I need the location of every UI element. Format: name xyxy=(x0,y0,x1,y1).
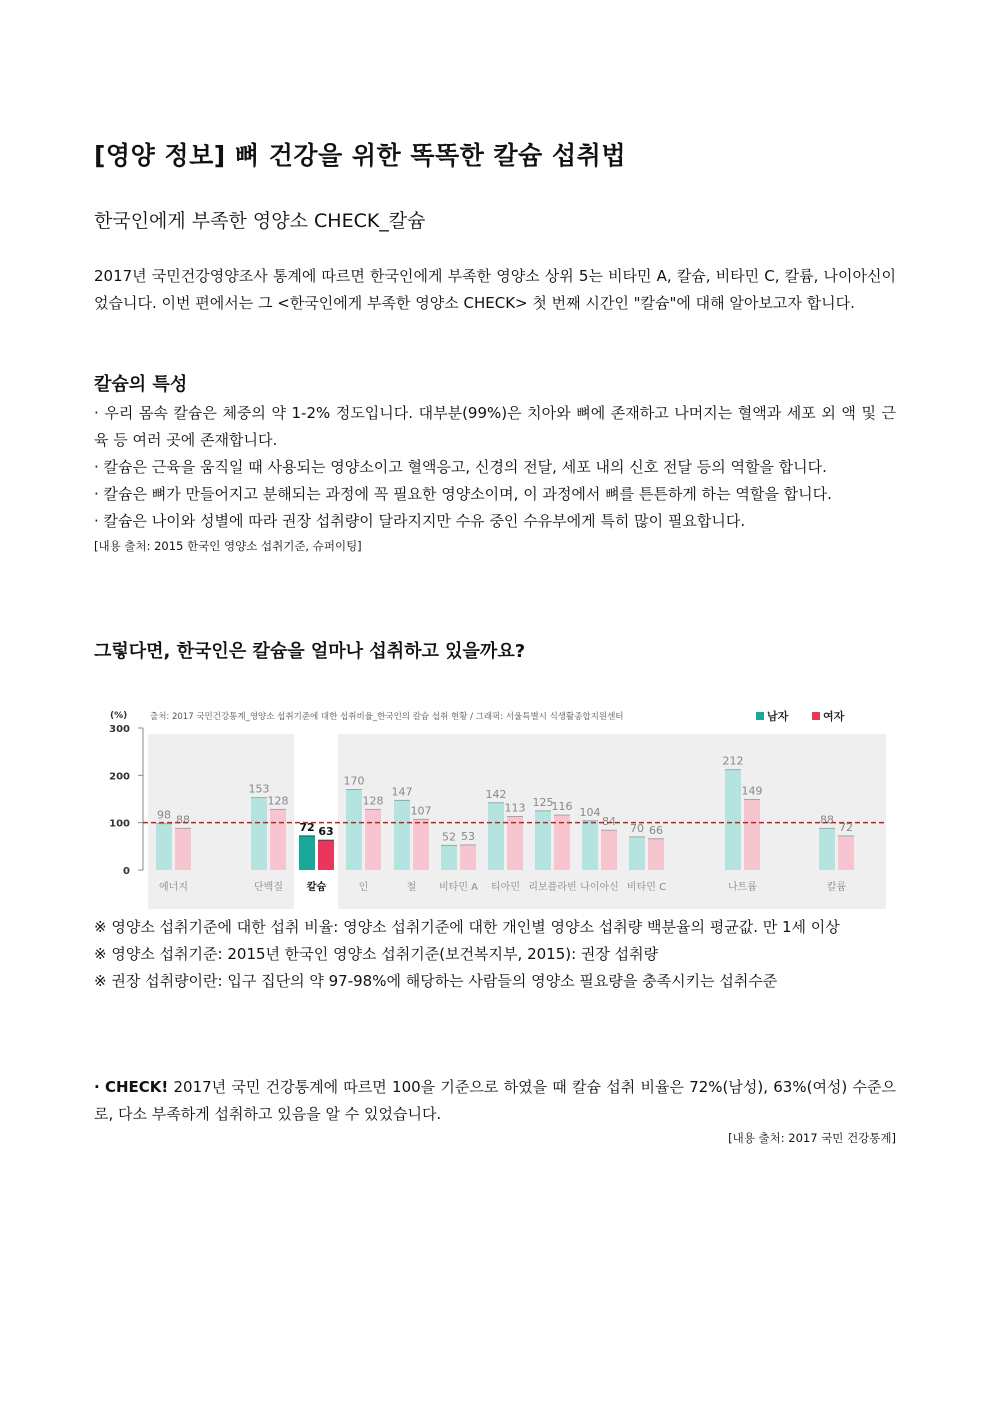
bar-male xyxy=(819,828,835,870)
data-label: 84 xyxy=(602,815,616,829)
x-tick-label: 비타민 A xyxy=(439,882,478,893)
bar-female xyxy=(175,828,191,870)
data-label: 88 xyxy=(820,813,834,827)
bar-male xyxy=(488,803,504,870)
source-note: [내용 출처: 2015 한국인 영양소 섭취기준, 슈퍼이팅] xyxy=(94,539,362,553)
chart-notes xyxy=(94,914,896,995)
data-label: 52 xyxy=(442,830,456,844)
data-label: 113 xyxy=(504,801,526,815)
legend-swatch-male xyxy=(756,712,764,720)
data-label: 147 xyxy=(391,785,413,799)
y-tick-label: 0 xyxy=(123,866,130,877)
data-label: 88 xyxy=(176,813,190,827)
data-label: 70 xyxy=(630,821,644,835)
data-label: 116 xyxy=(551,800,573,814)
page-title: [영양 정보] 뼈 건강을 위한 똑똑한 칼슘 섭취법 xyxy=(94,141,626,170)
intake-bar-chart xyxy=(94,700,896,912)
intro-paragraph: 2017년 국민건강영양조사 통계에 따르면 한국인에게 부족한 영양소 상위 5는 비타민 A, 칼슘, 비타민 C, 칼륨, 나이아신이었습니다. 이번 편에서는 그 <한국인에게 부족한 영양소 CHECK> 첫 번째 시간인 "칼슘"에 대해 알아보고자 합니다. xyxy=(94,267,896,312)
data-label: 107 xyxy=(410,804,432,818)
x-tick-label: 인 xyxy=(358,882,369,893)
bar-female xyxy=(507,817,523,870)
note-item: ※ 영양소 섭취기준: 2015년 한국인 영양소 섭취기준(보건복지부, 2015): 권장 섭취량 xyxy=(94,945,659,963)
check-bullet: · xyxy=(94,1078,100,1096)
note-item: ※ 권장 섭취량이란: 입구 집단의 약 97-98%에 해당하는 사람들의 영양소 필요량을 충족시키는 섭취수준 xyxy=(94,972,778,990)
bullet-item: · 칼슘은 뼈가 만들어지고 분해되는 과정에 꼭 필요한 영양소이며, 이 과정에서 뼈를 튼튼하게 하는 역할을 합니다. xyxy=(94,485,832,503)
y-axis-label: (%) xyxy=(110,711,128,721)
bar-male xyxy=(441,845,457,870)
bar-female xyxy=(460,845,476,870)
bar-male xyxy=(629,837,645,870)
legend-label-male: 남자 xyxy=(767,710,789,723)
section-heading-intake: 그렇다면, 한국인은 칼슘을 얼마나 섭취하고 있을까요? xyxy=(94,641,526,662)
x-tick-label: 칼슘 xyxy=(306,882,327,893)
bar-male xyxy=(251,798,267,870)
data-label: 128 xyxy=(267,794,289,808)
check-paragraph xyxy=(94,1074,896,1128)
bar-female xyxy=(365,809,381,870)
data-label: 128 xyxy=(362,794,384,808)
data-label: 72 xyxy=(839,820,853,834)
check-text: 2017년 국민 건강통계에 따르면 100을 기준으로 하였을 때 칼슘 섭취 비율은 72%(남성), 63%(여성) 수준으로, 다소 부족하게 섭취하고 있음을 알 수 있었습니다. xyxy=(94,1078,896,1123)
data-label: 149 xyxy=(741,784,763,798)
x-tick-label: 칼륨 xyxy=(826,882,847,893)
bar-male xyxy=(582,821,598,870)
bar-male xyxy=(156,824,172,870)
data-label: 153 xyxy=(248,782,270,796)
check-source-note: [내용 출처: 2017 국민 건강통계] xyxy=(728,1131,896,1145)
calcium-properties-list xyxy=(94,400,896,555)
x-tick-label: 나트륨 xyxy=(728,882,757,893)
section-heading-calcium-properties: 칼슘의 특성 xyxy=(94,374,188,395)
bar-female xyxy=(318,840,334,870)
check-label: CHECK! xyxy=(104,1078,169,1096)
bar-female xyxy=(744,799,760,870)
x-tick-label: 철 xyxy=(406,882,417,893)
legend-swatch-female xyxy=(812,712,820,720)
bar-male xyxy=(346,790,362,870)
chart-title: 출처: 2017 국민건강통계_영양소 섭취기준에 대한 섭취비율_한국인의 칼슘 섭취 현황 / 그래픽: 서울특별시 식생활종합지원센터 xyxy=(150,712,624,722)
data-label: 142 xyxy=(485,787,507,801)
bar-female xyxy=(648,839,664,870)
x-tick-label: 티아민 xyxy=(491,882,520,893)
data-label: 98 xyxy=(157,808,171,822)
bar-male xyxy=(725,770,741,870)
x-tick-label: 단백질 xyxy=(254,882,283,893)
bar-female xyxy=(838,836,854,870)
bar-male xyxy=(299,836,315,870)
bar-female xyxy=(270,809,286,870)
x-tick-label: 에너지 xyxy=(159,882,188,893)
bar-female xyxy=(601,830,617,870)
legend-label-female: 여자 xyxy=(823,710,845,723)
data-label: 66 xyxy=(649,823,663,837)
y-tick-label: 200 xyxy=(109,771,130,783)
data-label: 125 xyxy=(532,795,554,809)
page-subtitle: 한국인에게 부족한 영양소 CHECK_칼슘 xyxy=(94,210,426,232)
data-label: 72 xyxy=(299,820,315,834)
x-tick-label: 나이아신 xyxy=(580,882,619,893)
bullet-item: · 칼슘은 근육을 움직일 때 사용되는 영양소이고 혈액응고, 신경의 전달, 세포 내의 신호 전달 등의 역할을 합니다. xyxy=(94,458,827,476)
bar-male xyxy=(394,800,410,870)
bar-female xyxy=(413,819,429,870)
data-label: 53 xyxy=(461,829,475,843)
bar-male xyxy=(535,811,551,870)
data-label: 63 xyxy=(318,825,334,839)
bullet-item: · 칼슘은 나이와 성별에 따라 권장 섭취량이 달라지지만 수유 중인 수유부에게 특히 많이 필요합니다. xyxy=(94,512,746,530)
y-tick-label: 100 xyxy=(109,818,130,830)
y-tick-label: 300 xyxy=(109,724,130,735)
data-label: 104 xyxy=(579,805,601,819)
data-label: 212 xyxy=(722,754,744,768)
x-tick-label: 비타민 C xyxy=(626,882,667,893)
data-label: 170 xyxy=(343,774,365,788)
note-item: ※ 영양소 섭취기준에 대한 섭취 비율: 영양소 섭취기준에 대한 개인별 영양소 섭취량 백분율의 평균값. 만 1세 이상 xyxy=(94,918,840,936)
bullet-item: · 우리 몸속 칼슘은 체중의 약 1-2% 정도입니다. 대부분(99%)은 치아와 뼈에 존재하고 나머지는 혈액과 세포 외 액 및 근육 등 여러 곳에 존재합니다. xyxy=(94,404,896,449)
x-tick-label: 리보플라빈 xyxy=(528,882,577,893)
